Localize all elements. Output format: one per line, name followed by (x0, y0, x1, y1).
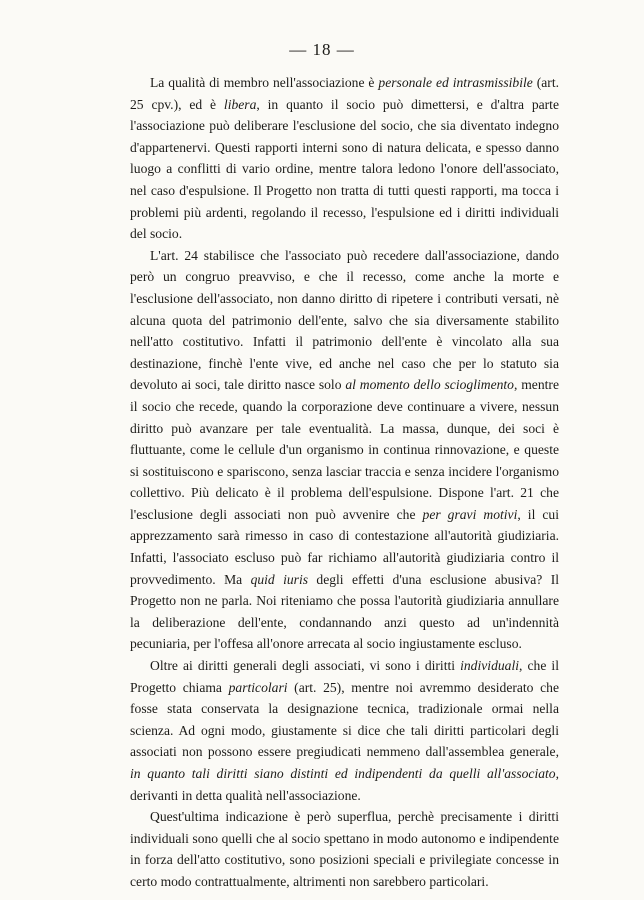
text-run: (art. 25), mentre noi avremmo desiderato che fosse stata conservata la designazione tecnica, tradizionale ormai nella scienza. Ad ogni modo, giustamente si dice che tali diritti particolari degli associati non possono essere pregiudicati nemmeno dall'assemblea generale, (130, 679, 559, 760)
paragraph (130, 655, 559, 806)
italic-run: personale ed intrasmissibile (378, 75, 533, 90)
page-number: — 18 — (289, 40, 355, 59)
text-run: degli effetti d'una esclusione abusiva? Il Progetto non ne parla. Noi riteniamo che possa l'autorità giudiziaria annullare la deliberazione dell'ente, condannando anzi questo ad un'indennità pecuniaria, per l'offesa all'onore arrecata al socio ingiustamente escluso. (130, 571, 559, 652)
text-run: Oltre ai diritti generali degli associati, vi sono i diritti (150, 658, 461, 674)
text-run: L'art. 24 stabilisce che l'associato può recedere dall'associazione, dando però un congruo preavviso, e che il recesso, come anche la morte e l'esclusione dell'associato, non danno diritto di ripetere i contributi versati, nè alcuna quota del patrimonio dell'ente, salvo che sia diversamente stabilito nell'atto costitutivo. Infatti il patrimonio dell'ente è vincolato alla sua destinazione, finchè l'ente vive, ed anche nel caso che per lo statuto sia devoluto ai soci, tale diritto nasce solo (130, 247, 559, 393)
italic-run: in quanto tali diritti siano distinti ed indipendenti da quelli all'associato (130, 766, 556, 781)
text-run: , mentre il socio che recede, quando la corporazione deve continuare a vivere, nessun diritto può avanzare per tale eventualità. La massa, dunque, dei soci è fluttuante, come le cellule d'un organismo in continua rinnovazione, e queste si sostituiscono e spariscono, senza lasciar traccia e senza incidere l'organismo collettivo. Più delicato è il problema dell'espulsione. Dispone l'art. 21 che l'esclusione degli associati non può avvenire che (130, 377, 559, 522)
italic-run: libera (223, 96, 257, 112)
text-run: , che il Progetto chiama (130, 658, 559, 695)
italic-run: al momento dello scioglimento (345, 377, 514, 393)
text-run: , in quanto il socio può dimettersi, e d'altra parte l'associazione può deliberare l'esclusione del socio, che sia diventato indegno d'appartenervi. Questi rapporti interni sono di natura delicata, e spesso danno luogo a conflitti di vario ordine, mentre talora ledono l'onore dell'associato, nel caso d'espulsione. Il Progetto non tratta di tutti questi rapporti, ma tocca i problemi più ardenti, regolando il recesso, l'espulsione ed i diritti individuali del socio. (130, 96, 559, 242)
text-run: Quest'ultima indicazione è però superflua, perchè precisamente i diritti individuali sono quelli che al socio spettano in modo autonomo e indipendente in forza dell'atto costitutivo, sono posizioni speciali e privilegiate concesse in certo modo contrattualmente, altrimenti non sarebbero particolari. (130, 809, 559, 889)
paragraph (130, 245, 559, 655)
text-run: , derivanti in detta qualità nell'associazione. (130, 766, 559, 803)
paragraph (130, 72, 559, 245)
text-run: , il cui apprezzamento sarà rimesso in caso di contestazione all'autorità giudiziaria. Infatti, l'associato escluso può far richiamo all'autorità giudiziaria contro il provvedimento. Ma (130, 506, 559, 587)
body-text (130, 72, 559, 893)
italic-run: quid iuris (250, 571, 309, 587)
text-run: La qualità di membro nell'associazione è (150, 75, 379, 90)
text-run: (art. 25 cpv.), ed è (130, 75, 559, 112)
italic-run: individuali (460, 658, 520, 674)
paragraph (130, 806, 559, 892)
italic-run: per gravi motivi (422, 506, 518, 522)
italic-run: particolari (228, 679, 288, 695)
